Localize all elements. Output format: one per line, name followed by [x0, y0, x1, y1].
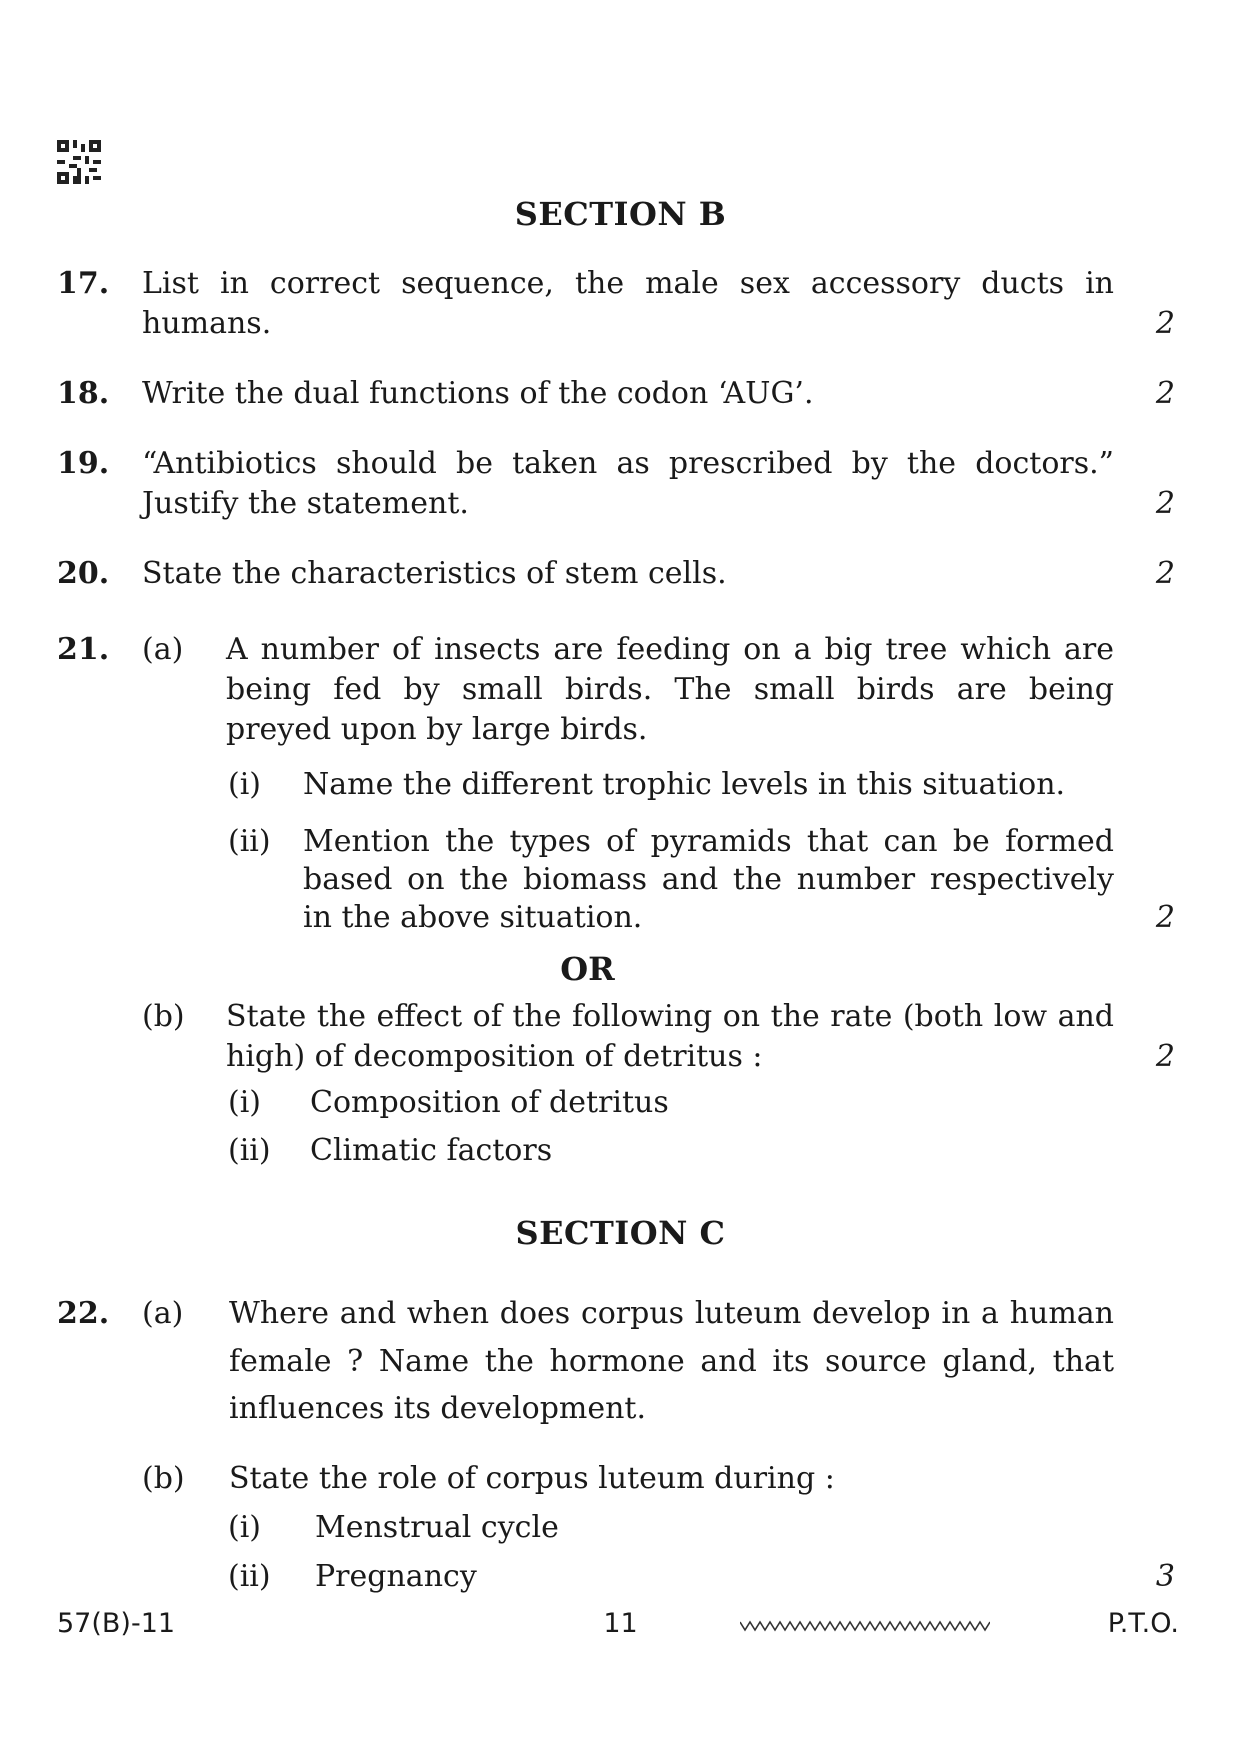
question-19-line-2: Justify the statement.	[142, 486, 469, 521]
question-22-a-line-2: female ? Name the hormone and its source gland, that	[229, 1344, 1114, 1379]
question-21-a-i-label: (i)	[228, 767, 262, 802]
question-21-b-marks: 2	[1155, 1039, 1175, 1074]
question-21-b-line-1: State the effect of the following on the rate (both low and	[226, 999, 1114, 1034]
question-22-a-line-1: Where and when does corpus luteum develop in a human	[229, 1296, 1114, 1331]
paper-code: 57(B)-11	[57, 1608, 176, 1639]
section-c-title: SECTION C	[515, 1214, 726, 1252]
page-number: 11	[603, 1608, 638, 1639]
question-18-marks: 2	[1155, 376, 1175, 411]
question-22-b-label: (b)	[142, 1461, 185, 1496]
question-22-number: 22.	[57, 1296, 110, 1331]
question-21-number: 21.	[57, 632, 110, 667]
question-22-b-ii-label: (ii)	[228, 1559, 271, 1594]
question-19-marks: 2	[1155, 486, 1175, 521]
question-21-a-i-text: Name the different trophic levels in this situation.	[303, 767, 1066, 802]
question-17-line-1: List in correct sequence, the male sex accessory ducts in	[142, 266, 1114, 301]
question-21-a-label: (a)	[142, 632, 184, 667]
question-19-line-1: “Antibiotics should be taken as prescribed by the doctors.”	[142, 446, 1114, 481]
question-21-b-i-text: Composition of detritus	[310, 1085, 669, 1120]
or-divider: OR	[560, 950, 615, 988]
question-20-number: 20.	[57, 556, 110, 591]
question-21-a-line-2: being fed by small birds. The small birds are being	[226, 672, 1114, 707]
question-21-b-ii-text: Climatic factors	[310, 1133, 553, 1168]
question-17-marks: 2	[1155, 306, 1175, 341]
question-21-a-ii-line-2: based on the biomass and the number respectively	[303, 862, 1114, 897]
question-22-b-i-label: (i)	[228, 1510, 262, 1545]
question-20-text: State the characteristics of stem cells.	[142, 556, 727, 591]
question-21-b-line-2: high) of decomposition of detritus :	[226, 1039, 763, 1074]
section-b-title: SECTION B	[514, 195, 727, 233]
question-21-b-i-label: (i)	[228, 1085, 262, 1120]
question-21-a-line-1: A number of insects are feeding on a big tree which are	[226, 632, 1114, 667]
question-22-marks: 3	[1155, 1559, 1175, 1594]
question-21-b-ii-label: (ii)	[228, 1133, 271, 1168]
question-17-number: 17.	[57, 266, 110, 301]
please-turn-over: P.T.O.	[1107, 1608, 1179, 1639]
question-21-a-ii-label: (ii)	[228, 824, 271, 859]
question-21-a-ii-line-1: Mention the types of pyramids that can be formed	[303, 824, 1114, 859]
question-22-b-i-text: Menstrual cycle	[315, 1510, 559, 1545]
question-18-text: Write the dual functions of the codon ‘AUG’.	[142, 376, 814, 411]
question-21-a-line-3: preyed upon by large birds.	[226, 712, 648, 747]
wavy-line-decoration	[740, 1618, 990, 1634]
question-21-b-label: (b)	[142, 999, 185, 1034]
question-21-a-ii-line-3: in the above situation.	[303, 900, 643, 935]
question-20-marks: 2	[1155, 556, 1175, 591]
qr-code-icon	[57, 140, 101, 184]
question-21-a-marks: 2	[1155, 900, 1175, 935]
question-22-b-text: State the role of corpus luteum during :	[229, 1461, 835, 1496]
question-17-line-2: humans.	[142, 306, 272, 341]
question-22-b-ii-text: Pregnancy	[315, 1559, 477, 1594]
question-18-number: 18.	[57, 376, 110, 411]
question-22-a-line-3: influences its development.	[229, 1391, 647, 1426]
question-22-a-label: (a)	[142, 1296, 184, 1331]
question-19-number: 19.	[57, 446, 110, 481]
